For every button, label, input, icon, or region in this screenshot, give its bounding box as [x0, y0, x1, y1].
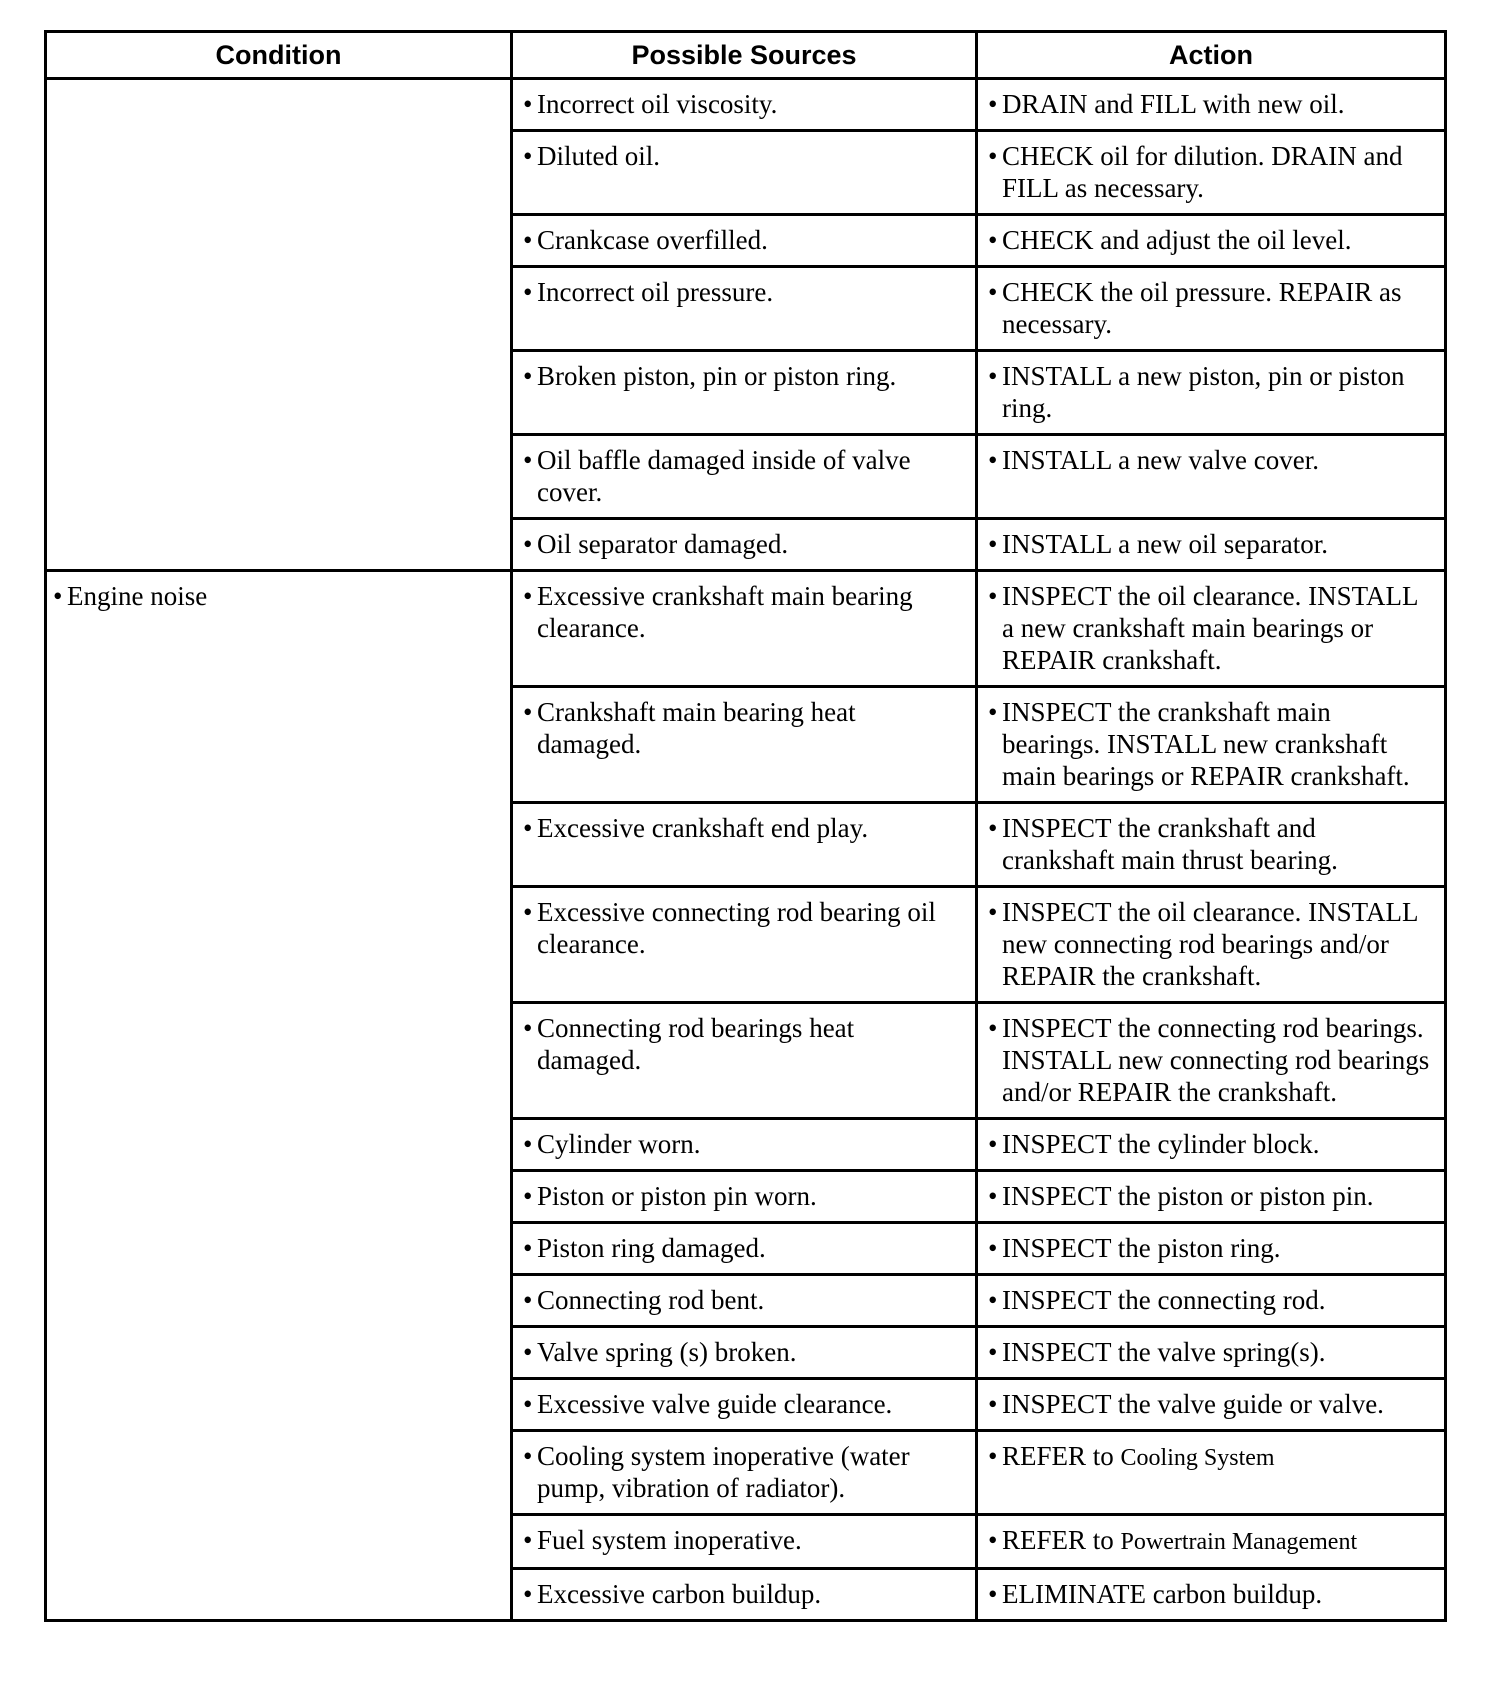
action-text	[978, 1172, 1444, 1221]
possible-source-text: • Excessive crankshaft end play.	[513, 804, 975, 853]
possible-source-text: • Piston ring damaged.	[513, 1224, 975, 1273]
action-cell	[977, 1379, 1446, 1431]
action-main-text: INSPECT the connecting rod.	[1002, 1285, 1326, 1315]
possible-source-text: • Excessive crankshaft main bearing clearance.	[513, 572, 975, 653]
possible-source-cell	[512, 1223, 977, 1275]
possible-source-cell	[512, 1379, 977, 1431]
possible-source-cell	[512, 1431, 977, 1515]
action-text	[978, 804, 1444, 885]
possible-source-cell	[512, 131, 977, 215]
possible-source-text: • Excessive connecting rod bearing oil clearance.	[513, 888, 975, 969]
possible-source-cell	[512, 887, 977, 1003]
action-main-text: INSPECT the crankshaft and crankshaft main thrust bearing.	[1002, 813, 1338, 875]
action-text	[978, 1570, 1444, 1619]
action-cell	[977, 1223, 1446, 1275]
possible-source-cell	[512, 803, 977, 887]
action-cell	[977, 803, 1446, 887]
possible-source-text: • Oil baffle damaged inside of valve cover.	[513, 436, 975, 517]
action-main-text: INSPECT the cylinder block.	[1002, 1129, 1320, 1159]
possible-source-cell	[512, 1515, 977, 1569]
possible-source-cell	[512, 1275, 977, 1327]
action-cell	[977, 351, 1446, 435]
possible-source-text: • Crankshaft main bearing heat damaged.	[513, 688, 975, 769]
action-text	[978, 1120, 1444, 1169]
action-text	[978, 1004, 1444, 1117]
possible-source-cell	[512, 571, 977, 687]
possible-source-text: • Incorrect oil viscosity.	[513, 80, 975, 129]
action-text	[978, 1516, 1444, 1567]
action-text	[978, 132, 1444, 213]
action-main-text: INSPECT the oil clearance. INSTALL a new crankshaft main bearings or REPAIR crankshaft.	[1002, 581, 1418, 675]
possible-source-text: • Fuel system inoperative.	[513, 1516, 975, 1565]
possible-source-text: • Incorrect oil pressure.	[513, 268, 975, 317]
action-main-text: INSPECT the connecting rod bearings. INSTALL new connecting rod bearings and/or REPAIR the crankshaft.	[1002, 1013, 1430, 1107]
action-main-text: INSTALL a new oil separator.	[1002, 529, 1328, 559]
possible-source-text: • Cooling system inoperative (water pump, vibration of radiator).	[513, 1432, 975, 1513]
action-text	[978, 80, 1444, 129]
condition-text	[47, 80, 510, 97]
action-main-text: CHECK the oil pressure. REPAIR as necessary.	[1002, 277, 1402, 339]
possible-source-cell	[512, 687, 977, 803]
possible-source-cell	[512, 267, 977, 351]
action-reference-link[interactable]: Cooling System	[1120, 1445, 1275, 1471]
possible-source-text: • Broken piston, pin or piston ring.	[513, 352, 975, 401]
action-text	[978, 572, 1444, 685]
table-row	[46, 79, 1446, 131]
action-text	[978, 436, 1444, 485]
action-text	[978, 1276, 1444, 1325]
action-text	[978, 268, 1444, 349]
action-main-text: CHECK oil for dilution. DRAIN and FILL as necessary.	[1002, 141, 1403, 203]
possible-source-cell	[512, 351, 977, 435]
action-main-text: INSPECT the valve spring(s).	[1002, 1337, 1326, 1367]
action-cell	[977, 131, 1446, 215]
action-cell	[977, 435, 1446, 519]
action-cell	[977, 1171, 1446, 1223]
action-cell	[977, 687, 1446, 803]
action-text	[978, 1224, 1444, 1273]
action-main-text: INSPECT the piston or piston pin.	[1002, 1181, 1374, 1211]
action-main-text: CHECK and adjust the oil level.	[1002, 225, 1352, 255]
action-text	[978, 1328, 1444, 1377]
action-cell	[977, 571, 1446, 687]
possible-source-text: • Oil separator damaged.	[513, 520, 975, 569]
possible-source-cell	[512, 1327, 977, 1379]
action-main-text: INSPECT the oil clearance. INSTALL new connecting rod bearings and/or REPAIR the crankshaft.	[1002, 897, 1418, 991]
action-text	[978, 352, 1444, 433]
action-cell	[977, 1327, 1446, 1379]
possible-source-cell	[512, 215, 977, 267]
action-cell	[977, 1569, 1446, 1621]
table-row	[46, 571, 1446, 687]
header-row	[46, 32, 1446, 79]
possible-source-text: • Connecting rod bent.	[513, 1276, 975, 1325]
condition-cell	[46, 79, 512, 571]
possible-source-cell	[512, 1119, 977, 1171]
action-text	[978, 1432, 1444, 1483]
action-text	[978, 888, 1444, 1001]
action-cell	[977, 1119, 1446, 1171]
action-cell	[977, 519, 1446, 571]
action-text	[978, 1380, 1444, 1429]
action-cell	[977, 1275, 1446, 1327]
possible-source-text: • Excessive valve guide clearance.	[513, 1380, 975, 1429]
action-reference-link[interactable]: Powertrain Management	[1120, 1529, 1358, 1555]
possible-source-text: • Piston or piston pin worn.	[513, 1172, 975, 1221]
header-action: Action	[977, 32, 1446, 79]
action-cell	[977, 215, 1446, 267]
possible-source-text: • Excessive carbon buildup.	[513, 1570, 975, 1619]
condition-text: • Engine noise	[47, 572, 510, 621]
action-main-text: DRAIN and FILL with new oil.	[1002, 89, 1345, 119]
possible-source-cell	[512, 519, 977, 571]
action-cell	[977, 1515, 1446, 1569]
possible-source-cell	[512, 435, 977, 519]
troubleshooting-table	[44, 30, 1447, 1622]
action-main-text: REFER to	[1002, 1525, 1114, 1555]
action-main-text: INSTALL a new piston, pin or piston ring.	[1002, 361, 1405, 423]
action-main-text: INSPECT the valve guide or valve.	[1002, 1389, 1384, 1419]
action-main-text: INSPECT the piston ring.	[1002, 1233, 1281, 1263]
action-cell	[977, 1003, 1446, 1119]
possible-source-text: • Crankcase overfilled.	[513, 216, 975, 265]
action-cell	[977, 79, 1446, 131]
action-main-text: INSPECT the crankshaft main bearings. INSTALL new crankshaft main bearings or REPAIR crankshaft.	[1002, 697, 1410, 791]
header-condition: Condition	[46, 32, 512, 79]
possible-source-cell	[512, 79, 977, 131]
possible-source-text: • Valve spring (s) broken.	[513, 1328, 975, 1377]
action-main-text: ELIMINATE carbon buildup.	[1002, 1579, 1323, 1609]
possible-source-cell	[512, 1569, 977, 1621]
possible-source-text: • Cylinder worn.	[513, 1120, 975, 1169]
action-cell	[977, 1431, 1446, 1515]
action-main-text: REFER to	[1002, 1441, 1114, 1471]
action-main-text: INSTALL a new valve cover.	[1002, 445, 1319, 475]
condition-cell	[46, 571, 512, 1621]
action-text	[978, 688, 1444, 801]
action-cell	[977, 887, 1446, 1003]
possible-source-text: • Connecting rod bearings heat damaged.	[513, 1004, 975, 1085]
possible-source-cell	[512, 1171, 977, 1223]
action-text	[978, 520, 1444, 569]
possible-source-cell	[512, 1003, 977, 1119]
header-possible-sources: Possible Sources	[512, 32, 977, 79]
table-body	[46, 79, 1446, 1621]
action-text	[978, 216, 1444, 265]
possible-source-text: • Diluted oil.	[513, 132, 975, 181]
action-cell	[977, 267, 1446, 351]
